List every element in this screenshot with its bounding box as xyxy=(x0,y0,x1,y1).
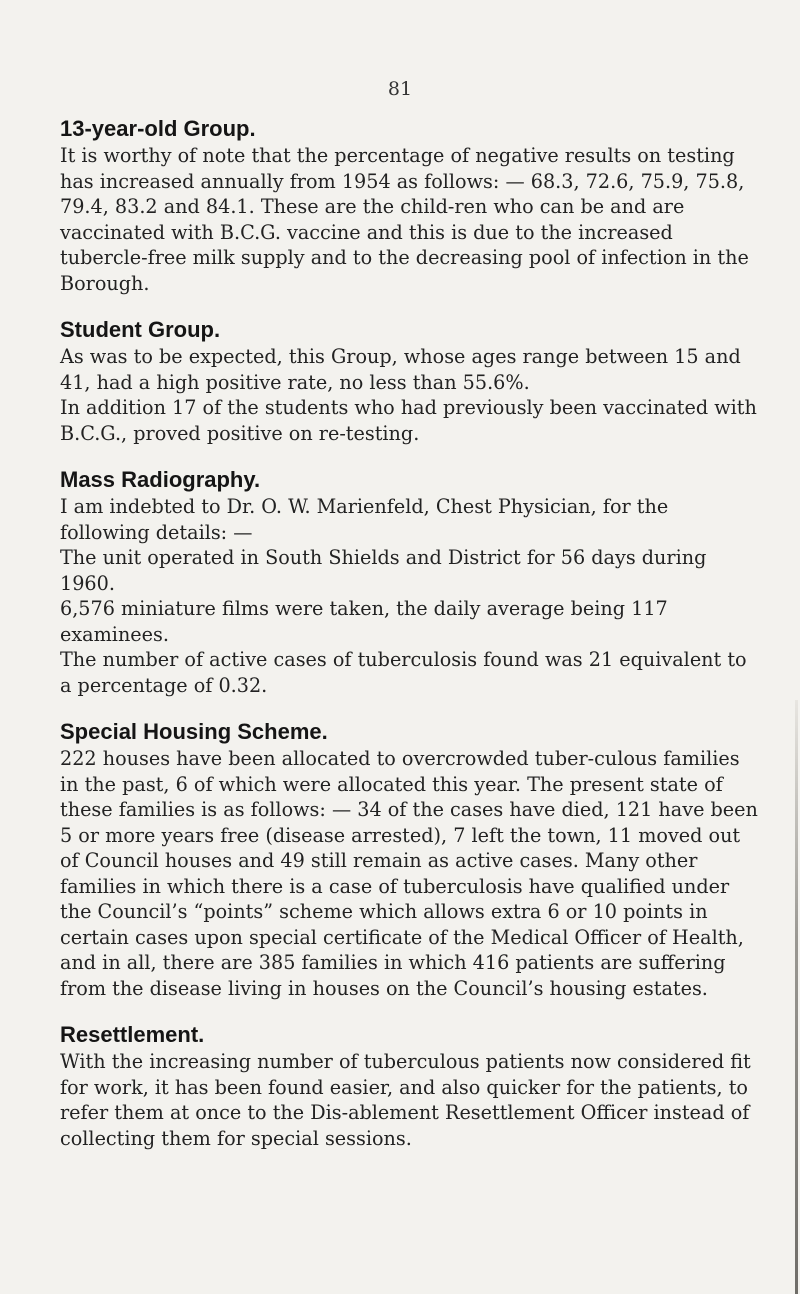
paragraph: In addition 17 of the students who had previously been vaccinated with B.C.G., proved positive on re-testing. xyxy=(60,396,757,445)
section-special-housing-scheme xyxy=(60,718,760,1001)
paragraph: The unit operated in South Shields and District for 56 days during 1960. xyxy=(60,546,707,595)
paragraph: The number of active cases of tuberculosis found was 21 equivalent to a percentage of 0.32. xyxy=(60,648,747,697)
page-number: 81 xyxy=(387,78,413,100)
paragraph: With the increasing number of tuberculous patients now considered fit for work, it has been found easier, and also quicker for the patients, to refer them at once to the Dis-ablement Resettlement Officer instead of collecting them for special sessions. xyxy=(60,1050,751,1150)
section-13-year-old-group xyxy=(60,115,760,296)
paragraph: 6,576 miniature films were taken, the daily average being 117 examinees. xyxy=(60,597,668,646)
page-edge-shadow xyxy=(795,700,798,1294)
section-heading: Special Housing Scheme. xyxy=(60,719,328,744)
section-student-group xyxy=(60,316,760,446)
section-heading: Mass Radiography. xyxy=(60,467,261,492)
section-heading: Student Group. xyxy=(60,317,221,342)
paragraph: It is worthy of note that the percentage of negative results on testing has increased annually from 1954 as follows: — 68.3, 72.6, 75.9, 75.8, 79.4, 83.2 and 84.1. These are the child-ren who can be and are vaccinated with B.C.G. vaccine and this is due to the increased tubercle-free milk supply and to the decreasing pool of infection in the Borough. xyxy=(60,144,749,295)
section-heading: Resettlement. xyxy=(60,1022,205,1047)
page-content xyxy=(60,115,760,1171)
paragraph: As was to be expected, this Group, whose ages range between 15 and 41, had a high positive rate, no less than 55.6%. xyxy=(60,345,741,394)
section-mass-radiography xyxy=(60,466,760,698)
section-heading: 13-year-old Group. xyxy=(60,116,256,141)
paragraph: I am indebted to Dr. O. W. Marienfeld, Chest Physician, for the following details: — xyxy=(60,495,669,544)
paragraph: 222 houses have been allocated to overcrowded tuber-culous families in the past, 6 of which were allocated this year. The present state of these families is as follows: — 34 of the cases have died, 121 have been 5 or more years free (disease arrested), 7 left the town, 11 moved out of Council houses and 49 still remain as active cases. Many other families in which there is a case of tuberculosis have qualified under the Council’s “points” scheme which allows extra 6 or 10 points in certain cases upon special certificate of the Medical Officer of Health, and in all, there are 385 families in which 416 patients are suffering from the disease living in houses on the Council’s housing estates. xyxy=(60,747,758,1000)
section-resettlement xyxy=(60,1021,760,1151)
